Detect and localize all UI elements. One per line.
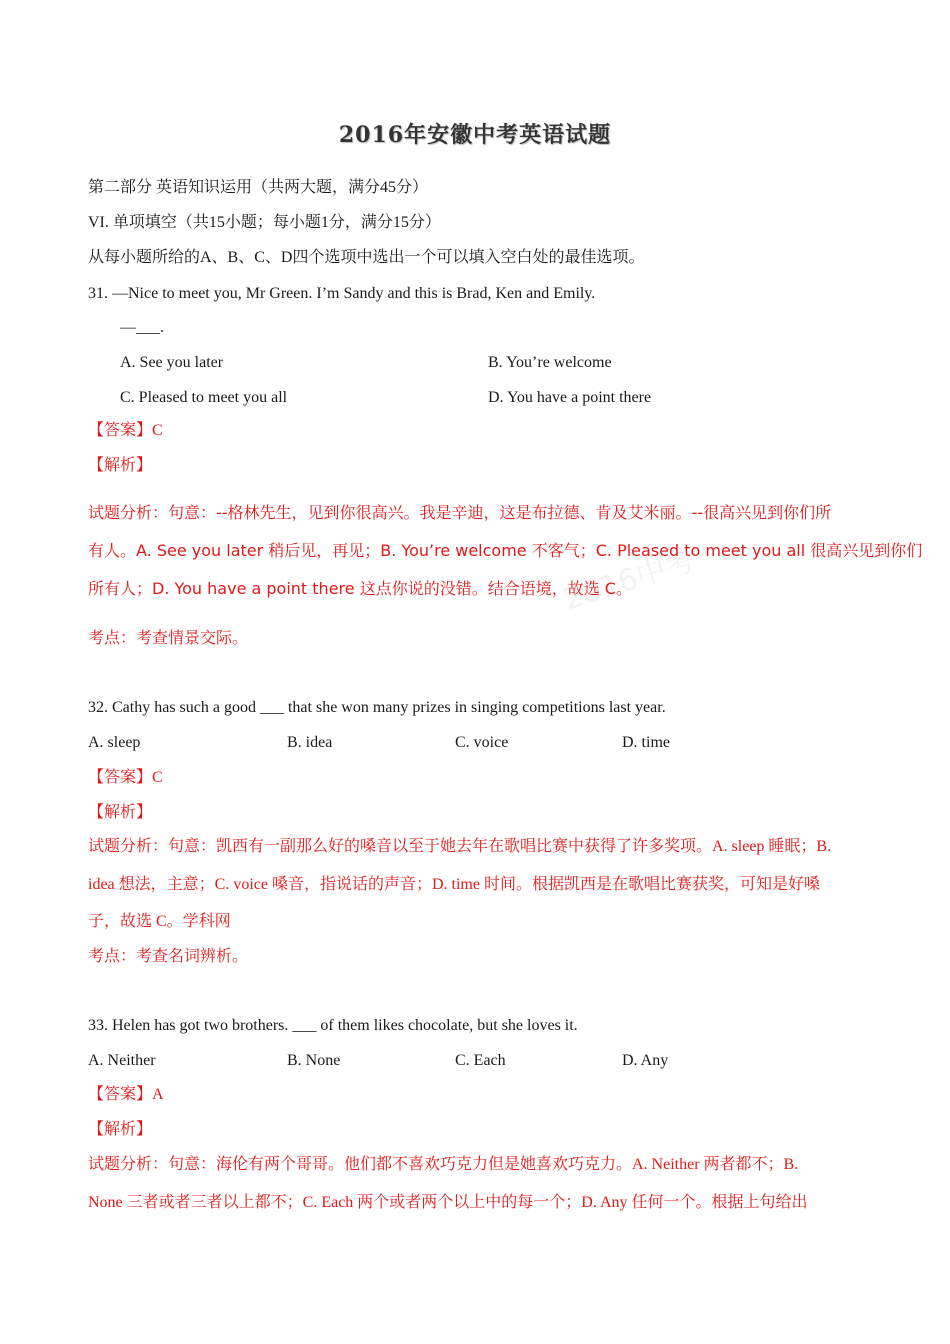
question-33-option-d: D. Any [622,1052,669,1069]
question-32-point: 考点：考查名词辨析。 [88,948,249,965]
question-32-analysis-line: idea 想法，主意；C. voice 嗓音，指说话的声音；D. time 时间。根据凯西是在歌唱比赛获奖，可知是好嗓 [88,876,820,893]
question-32-option-d: D. time [622,734,670,751]
question-31-analysis-line: 所有人；D. You have a point there 这点你说的没错。结合语境，故选 C。 [88,579,632,598]
question-31-answer: 【答案】C [88,422,163,439]
question-32-option-c: C. voice [455,734,509,751]
question-33-stem: 33. Helen has got two brothers. ___ of them likes chocolate, but she loves it. [88,1017,578,1034]
page-title: 2016年安徽中考英语试题 [338,122,612,148]
question-31-option-b: B. You’re welcome [488,354,612,371]
question-31-option-d: D. You have a point there [488,389,652,406]
question-33-answer: 【答案】A [88,1086,164,1103]
question-31-response: —___. [120,319,164,336]
section-heading: VI. 单项填空（共15小题；每小题1分，满分15分） [88,214,441,231]
question-32-analysis-label: 【解析】 [88,804,153,821]
question-32-option-a: A. sleep [88,734,141,751]
watermark: 2016中考 [559,542,700,619]
question-33-option-c: C. Each [455,1052,506,1069]
question-33-analysis-line: 试题分析：句意：海伦有两个哥哥。他们都不喜欢巧克力但是她喜欢巧克力。A. Neither 两者都不；B. [88,1156,799,1173]
question-33-analysis-line: None 三者或者三者以上都不；C. Each 两个或者两个以上中的每一个；D. Any 任何一个。根据上句给出 [88,1194,808,1211]
question-32-answer: 【答案】C [88,769,163,786]
question-31-stem: 31. —Nice to meet you, Mr Green. I’m Sandy and this is Brad, Ken and Emily. [88,285,596,302]
question-31-option-c: C. Pleased to meet you all [120,389,288,406]
question-33-option-a: A. Neither [88,1052,156,1069]
question-32-analysis-line: 试题分析：句意：凯西有一副那么好的嗓音以至于她去年在歌唱比赛中获得了许多奖项。A. sleep 睡眠；B. [88,838,832,855]
question-33-analysis-label: 【解析】 [88,1121,153,1138]
question-32-analysis-line: 子，故选 C。学科网 [88,913,231,930]
instruction-text: 从每小题所给的A、B、C、D四个选项中选出一个可以填入空白处的最佳选项。 [88,249,645,266]
question-32-stem: 32. Cathy has such a good ___ that she won many prizes in singing competitions last year. [88,699,666,716]
question-32-option-b: B. idea [287,734,333,751]
question-31-analysis-label: 【解析】 [88,457,153,474]
question-33-option-b: B. None [287,1052,341,1069]
question-31-point: 考点：考查情景交际。 [88,630,249,647]
question-31-analysis-line: 试题分析：句意：--格林先生，见到你很高兴。我是辛迪，这是布拉德、肯及艾米丽。--很高兴见到你们所 [88,503,832,522]
question-31-option-a: A. See you later [120,354,224,371]
question-31-analysis-line: 有人。A. See you later 稍后见，再见；B. You’re welcome 不客气；C. Pleased to meet you all 很高兴见到你们 [88,541,923,560]
part-heading: 第二部分 英语知识运用（共两大题，满分45分） [88,179,429,196]
